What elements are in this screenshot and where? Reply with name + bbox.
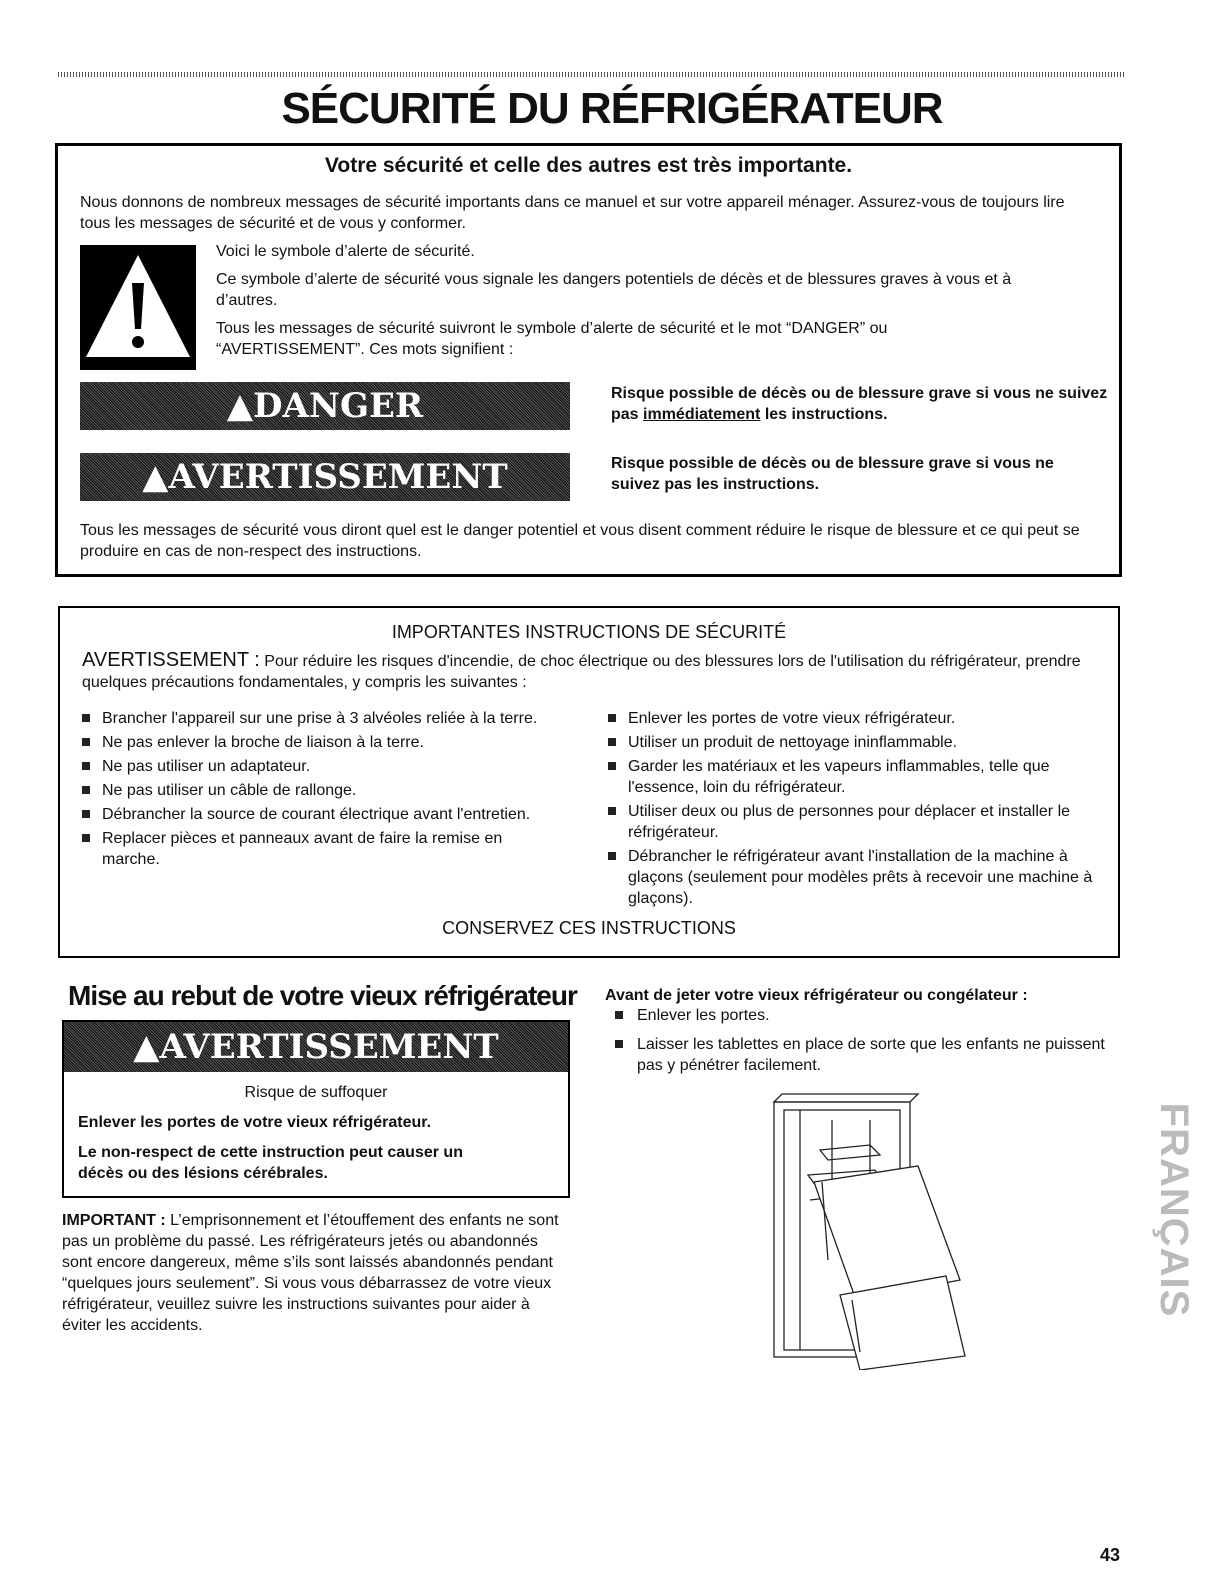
refrigerator-illustration — [760, 1090, 990, 1370]
important-paragraph: IMPORTANT : L’emprisonnement et l’étouffement des enfants ne sont pas un problème du passé. Les réfrigérateurs jetés ou abandonnés sont encore dangereux, même s’ils sont laissés abandonnés pendant “quelques jours seulement”. Si vous vous débarrassez de votre vieux réfrigérateur, veuillez suivre les instructions suivantes pour aider à éviter les accidents. — [62, 1212, 559, 1334]
right-instructions-list — [608, 708, 1108, 912]
list-item: Utiliser deux ou plus de personnes pour déplacer et installer le réfrigérateur. — [608, 801, 1108, 843]
page-number: 43 — [1100, 1545, 1121, 1565]
top-dotted-rule — [58, 72, 1126, 77]
danger-description: Risque possible de décès ou de blessure grave si vous ne suivez pas immédiatement les instructions. — [611, 385, 1108, 423]
suffocation-risk: Risque de suffoquer — [244, 1084, 388, 1101]
instructions-title: IMPORTANTES INSTRUCTIONS DE SÉCURITÉ — [391, 622, 787, 642]
safety-subtitle: Votre sécurité et celle des autres est très importante. — [324, 154, 853, 177]
instructions-warning: AVERTISSEMENT : Pour réduire les risques d'incendie, de choc électrique ou des blessures lors de l'utilisation du réfrigérateur, prendre quelques précautions fondamentales, y compris les suivantes : — [82, 649, 1081, 691]
warning-triangle-icon: ▲ — [133, 1027, 160, 1067]
disposal-title: Mise au rebut de votre vieux réfrigérateur — [68, 980, 577, 1011]
instructions-box — [58, 606, 1120, 958]
left-instructions-list — [82, 708, 562, 873]
list-item: Ne pas utiliser un adaptateur. — [82, 756, 562, 777]
consequence-line: Le non-respect de cette instruction peut causer un décès ou des lésions cérébrales. — [78, 1144, 463, 1182]
safety-closing: Tous les messages de sécurité vous diront quel est le danger potentiel et vous disent comment réduire le risque de blessure et ce qui peut se produire en cas de non-respect des instructions. — [80, 522, 1080, 560]
list-item: Ne pas utiliser un câble de rallonge. — [82, 780, 562, 801]
list-item: Replacer pièces et panneaux avant de faire la remise en marche. — [82, 828, 562, 870]
list-item: Utiliser un produit de nettoyage ininflammable. — [608, 732, 1108, 753]
symbol-line-2: Ce symbole d’alerte de sécurité vous signale les dangers potentiels de décès et de blessures graves à vous et à d’autres. — [216, 271, 1012, 309]
danger-banner: ▲DANGER — [80, 382, 570, 430]
warning-triangle-icon: ▲ — [142, 457, 169, 497]
warning-banner: ▲AVERTISSEMENT — [80, 453, 570, 501]
list-item: Enlever les portes. — [615, 1005, 1105, 1026]
language-side-tab: FRANÇAIS — [1152, 1102, 1196, 1318]
list-item: Débrancher la source de courant électrique avant l'entretien. — [82, 804, 562, 825]
instructions-footer: CONSERVEZ CES INSTRUCTIONS — [442, 918, 736, 938]
suffocation-warning-box — [62, 1020, 570, 1198]
warning-description: Risque possible de décès ou de blessure grave si vous ne suivez pas les instructions. — [611, 455, 1054, 493]
page-title: SÉCURITÉ DU RÉFRIGÉRATEUR — [281, 84, 943, 133]
symbol-line-1: Voici le symbole d’alerte de sécurité. — [216, 243, 475, 260]
list-item: Brancher l'appareil sur une prise à 3 alvéoles reliée à la terre. — [82, 708, 562, 729]
list-item: Laisser les tablettes en place de sorte que les enfants ne puissent pas y pénétrer facilement. — [615, 1034, 1105, 1076]
remove-doors-line: Enlever les portes de votre vieux réfrigérateur. — [78, 1114, 432, 1131]
symbol-line-3: Tous les messages de sécurité suivront le symbole d’alerte de sécurité et le mot “DANGER” ou “AVERTISSEMENT”. Ces mots signifient : — [216, 320, 888, 358]
list-item: Ne pas enlever la broche de liaison à la terre. — [82, 732, 562, 753]
list-item: Enlever les portes de votre vieux réfrigérateur. — [608, 708, 1108, 729]
list-item: Débrancher le réfrigérateur avant l'installation de la machine à glaçons (seulement pour modèles prêts à recevoir une machine à glaçons). — [608, 846, 1108, 909]
safety-box — [55, 143, 1122, 577]
warning-triangle-icon: ▲ — [226, 386, 253, 426]
disposal-warning-banner: ▲AVERTISSEMENT — [64, 1022, 568, 1072]
safety-intro: Nous donnons de nombreux messages de sécurité importants dans ce manuel et sur votre appareil ménager. Assurez-vous de toujours lire tous les messages de sécurité et de vous y conformer. — [80, 194, 1065, 232]
disposal-right-heading: Avant de jeter votre vieux réfrigérateur ou congélateur : — [605, 987, 1028, 1004]
alert-symbol-icon — [80, 245, 196, 370]
disposal-right-list — [615, 1005, 1105, 1079]
list-item: Garder les matériaux et les vapeurs inflammables, telle que l'essence, loin du réfrigérateur. — [608, 756, 1108, 798]
